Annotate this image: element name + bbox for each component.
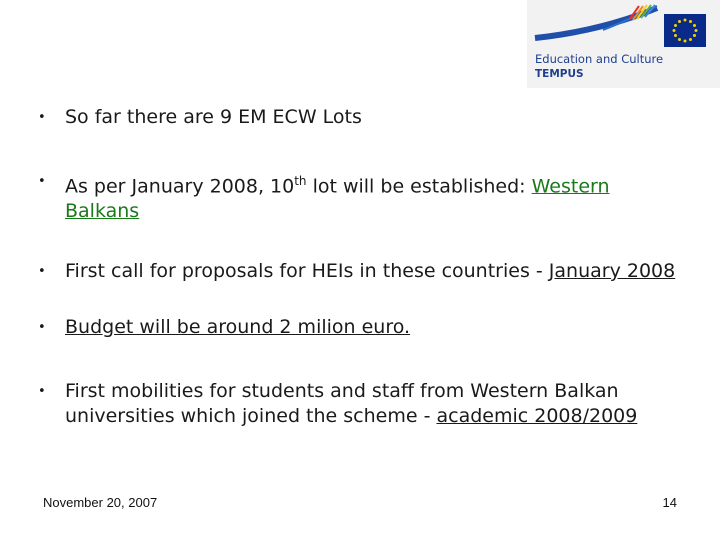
bullet-text: Budget will be around 2 milion euro. [65,316,411,338]
page-number: 14 [662,495,677,510]
logo-title: Education and Culture [535,52,664,66]
education-and-culture-logo [527,0,720,88]
bullet-item-lots [38,105,688,130]
bullet-text [65,259,688,284]
bullet-text [65,379,688,429]
bullet-text-part: lot will be established: [306,175,532,198]
bullet-dot-icon: • [38,384,46,399]
eu-flag-icon [664,14,706,47]
logo-subtitle: TEMPUS [535,68,584,80]
bullet-text-part: First mobilities for students and staff from Western Balkan universities which joined the scheme - [65,380,619,427]
bullet-text: So far there are 9 EM ECW Lots [65,106,362,128]
underlined-date: January 2008 [548,260,676,282]
rainbow-swoosh-icon [533,4,661,44]
footer-date: November 20, 2007 [43,495,158,510]
bullet-dot-icon: • [38,320,46,335]
bullet-item-budget [38,315,688,340]
underlined-period: academic 2008/2009 [436,405,638,427]
bullet-dot-icon: • [38,110,46,125]
superscript: th [294,174,307,188]
bullet-text-part: First call for proposals for HEIs in these countries - [65,260,549,282]
bullet-item-first-call [38,259,688,284]
bullet-dot-icon: • [38,174,46,189]
region-link[interactable]: Western Balkans [65,175,610,223]
bullet-dot-icon: • [38,264,46,279]
bullet-text [65,169,688,224]
bullet-text-part: As per January 2008, 10 [65,175,295,198]
bullet-item-mobilities [38,379,688,429]
bullet-item-tenth-lot [38,169,688,224]
